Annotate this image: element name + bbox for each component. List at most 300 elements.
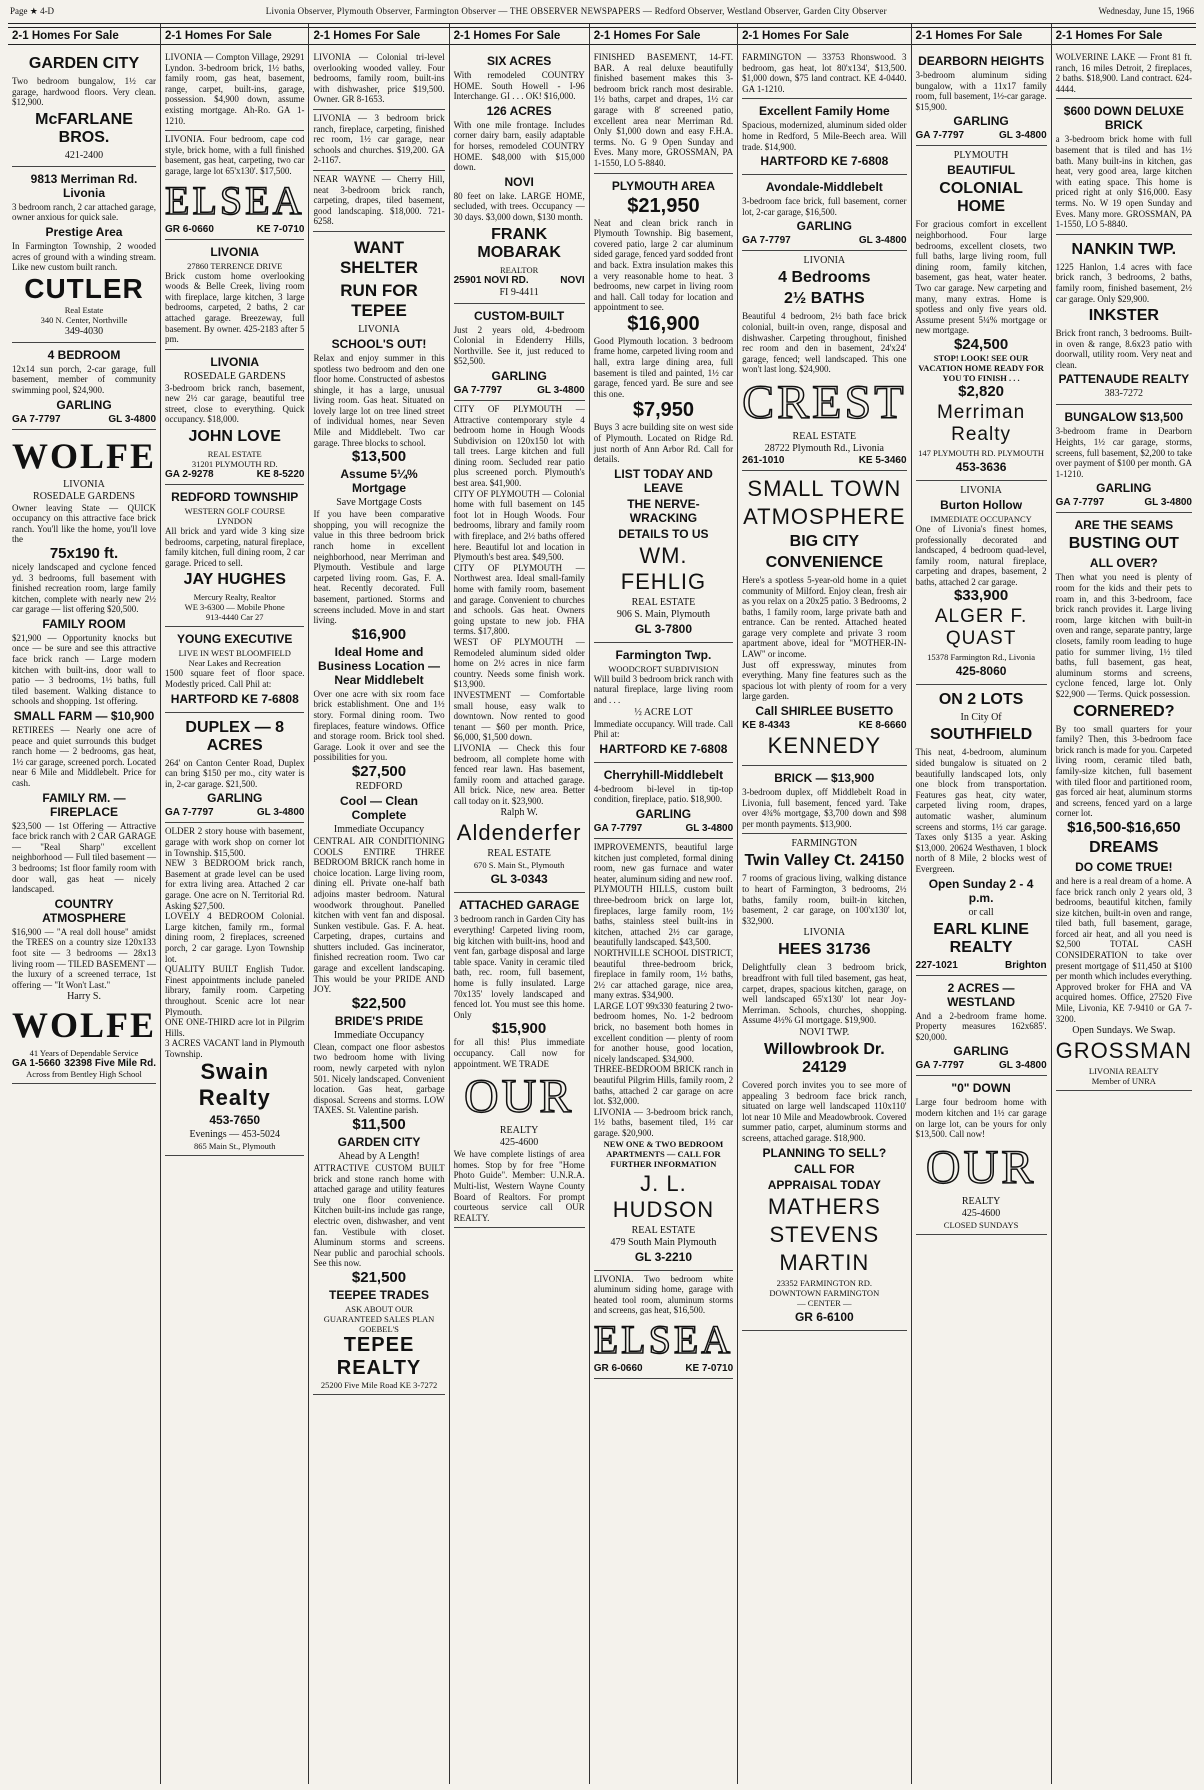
ad-body: THREE-BEDROOM BRICK ranch in beautiful Pilgrim Hills, family room, 2 baths, attached 2 car garage on acre lot. $32,000. <box>593 1064 734 1107</box>
ad-address: 27860 TERRENCE DRIVE <box>187 260 283 271</box>
agency-phone: 425-4600 <box>961 1207 1001 1219</box>
ad-body: 3-bedroom frame in Dearborn Heights, 1½ car garage, storms, screens, full basement, $2,200 to take over payment of $100 per month. GA 1-1210. <box>1055 426 1192 479</box>
phone-gl: GL 3-4800 <box>537 384 585 396</box>
ad-heading: Twin Valley Ct. 24150 <box>744 852 905 870</box>
ad-heading: SIX ACRES <box>487 54 552 68</box>
ad-swain <box>165 823 304 1156</box>
ad-body: LIVONIA — 3-bedroom brick ranch, 1½ baths, basement tiled, 1½ car garage. $20,900. <box>593 1106 734 1138</box>
agency-name: ELSEA <box>593 1316 734 1362</box>
phone-ga: GA 7-7797 <box>165 807 214 819</box>
phone-ke: KE 7-0710 <box>685 1362 734 1374</box>
ad-near-wayne <box>313 171 444 232</box>
agency-sub: REAL ESTATE <box>631 1224 696 1236</box>
ad-excellent-family <box>742 99 906 175</box>
phone-ga: GA 7-7797 <box>12 413 61 425</box>
ad-heading: LIVONIA <box>210 244 260 259</box>
ad-body: QUALITY BUILT English Tudor. Finest appointments include paneled library, family room. Carpeting throughout. Scenic acre lot near Plymouth. <box>165 964 305 1017</box>
agency-name: GROSSMAN <box>1055 1038 1192 1064</box>
agency-phone: 453-7650 <box>209 1113 261 1128</box>
ad-subheading: LIVONIA <box>803 927 846 939</box>
agency-phone: FI 9-4411 <box>499 286 539 298</box>
ad-body: With remodeled COUNTRY HOME. South Howell - I-96 Interchange. GI . . . OK! $16,000. <box>453 70 585 102</box>
ad-heading: LIVONIA <box>210 354 260 369</box>
ad-heading: BUNGALOW $13,500 <box>1064 410 1184 425</box>
ad-subheading: PLYMOUTH <box>953 150 1009 162</box>
agency-landmark: Across from Bentley High School <box>26 1069 142 1080</box>
agency-name: OUR <box>925 1140 1037 1194</box>
agency-contact <box>916 960 1047 971</box>
agency-sub: LIVONIA REALTY <box>1088 1066 1159 1077</box>
ad-our-realty <box>454 893 585 1228</box>
ad-subheading: WESTERN GOLF COURSE <box>184 506 285 517</box>
ad-subheading: ASK ABOUT OUR <box>345 1303 413 1314</box>
ad-heading: ATTACHED GARAGE <box>459 898 580 913</box>
phone-ke: KE 7-0710 <box>256 223 305 235</box>
ad-heading: ALL OVER? <box>1089 556 1158 571</box>
agency-name: ALGER F. QUAST <box>934 606 1028 650</box>
ad-body: Two bedroom bungalow, 1½ car garage, hardwood floors. Very clean. $12,900. <box>12 76 157 108</box>
ad-body: If you have been comparative shopping, you will recognize the value in this three bedroom brick ranch home in excellent neighborhood, near Merriman and Plymouth. Vestibule and large carpeted living room. Gas, F. A. heat. Recently decorated. Full basement, partioned. Storms and screens included. Move in and start living. <box>313 509 445 626</box>
ad-body: Here's a spotless 5-year-old home in a quiet community of Milford. Enjoy clean, fresh air as you relax on a 20x25 patio. 3 Bedrooms, 2 baths, 1 family room, large private bath and entrance. Can be rented. Attached heated garage very complete and private 3 room apartment above, ideal for "MOTHER-IN-LAW" or income. <box>742 574 907 660</box>
phone-ga: GA 7-7797 <box>593 822 643 834</box>
ad-body: Will build 3 bedroom brick ranch with natural fireplace, large living room and . . . <box>593 673 734 705</box>
ad-heading: HEES 31736 <box>778 941 871 959</box>
agency-name: OUR <box>463 1070 575 1124</box>
paper-names: Livonia Observer, Plymouth Observer, Farmington Observer — THE OBSERVER NEWSPAPERS — Redford Observer, Westland Observer, Garden City Observer <box>265 6 887 16</box>
ad-crest <box>742 251 906 471</box>
section-header: 2-1 Homes For Sale <box>8 27 160 45</box>
ad-heading: $600 DOWN DELUXE BRICK <box>1063 104 1184 133</box>
agency-phones <box>742 720 906 731</box>
ad-price: $33,900 <box>953 587 1009 605</box>
ad-our-realty-2 <box>916 1076 1047 1234</box>
ad-heading: GARDEN CITY <box>28 55 140 72</box>
ad-body: Just off expressway, minutes from everything. Many fine features such as the spacious lot with plenty of room for a very large garden. <box>742 659 907 702</box>
ad-avondale <box>742 175 906 251</box>
ad-price: $21,950 <box>627 194 700 217</box>
agency-address: 670 S. Main St., Plymouth <box>473 860 565 871</box>
agency-hours: CLOSED SUNDAYS <box>943 1219 1019 1230</box>
agency-sub: REALTY <box>499 1125 539 1137</box>
agency-address: 31201 PLYMOUTH RD. <box>191 459 278 470</box>
ad-heading: 9813 Merriman Rd. Livonia <box>30 171 138 200</box>
ad-heading: "0" DOWN <box>951 1081 1011 1096</box>
ad-body: for all this! Plus immediate occupancy. Call now for appointment. WE TRADE <box>453 1037 585 1069</box>
agency-name: PATTENAUDE REALTY <box>1058 372 1190 387</box>
agency-membership: Member of UNRA <box>1091 1076 1156 1087</box>
phone-gl: GL 3-4800 <box>256 807 305 819</box>
agency-name-3: MARTIN <box>779 1249 870 1275</box>
agency-phones <box>12 414 156 425</box>
ad-price: $13,500 <box>351 448 407 466</box>
ad-body: LOVELY 4 BEDROOM Colonial. Large kitchen, family rm., formal dining room, 2 fireplaces, screened porch, 2 car garage. Lyon Township lot. <box>165 911 305 964</box>
column-2 <box>161 24 309 1784</box>
ad-body: WOLVERINE LAKE — Front 81 ft. ranch, 16 miles Detroit, 2 fireplaces, 2 baths. $18,900. Land contract. 624-4444. <box>1055 52 1192 94</box>
ad-subheading: LIVONIA <box>358 323 400 335</box>
ad-body: LARGE LOT 99x330 featuring 2 two-bedroom homes, No. 1-2 bedroom brick, no basement both homes in excellent condition — plenty of room for another house, good location, nicely landscaped. $34,900. <box>593 1000 734 1064</box>
ad-body: FARMINGTON — 33753 Rhonswood. 3 bedroom, gas heat, lot 80'x134', $13,500. $1,000 down, $75 land contract. KE 4-0440. GA 1-1210. <box>742 52 907 94</box>
agency-sub: REALTOR <box>500 264 539 275</box>
ad-livonia-brick <box>313 110 444 171</box>
agency-owner: GOEBEL'S <box>359 1323 399 1334</box>
ad-body: PLYMOUTH HILLS, custom built three-bedroom brick on large lot, fireplaces, large family room, 1½ baths, stainless steel built-ins in kitchen, attached 2½ car garage, beautifully landscaped. $43,500. <box>593 884 734 948</box>
ad-body: 3-bedroom brick ranch, basement, new 2½ car garage, beautiful tree street, close to everything. Quick occupancy. $18,000. <box>165 382 305 425</box>
ad-heading: PLANNING TO SELL? <box>762 1145 887 1160</box>
agency-address: 340 N. Center, Northville <box>40 314 128 325</box>
ad-fehlig <box>594 174 733 643</box>
agency-tagline: 41 Years of Dependable Service <box>29 1048 139 1059</box>
agency-name: ELSEA <box>165 177 305 223</box>
ad-body: Beautiful 4 bedroom, 2½ bath face brick colonial, built-in oven, range, disposal and dishwasher. Carpeting throughout, finished rec room and den in basement, 24'x24' garage, fenced; well landscaped. This one won't last long. $24,900. <box>742 311 907 375</box>
ad-heading: CALL FOR <box>794 1161 855 1176</box>
agency-address: 15378 Farmington Rd., Livonia <box>927 652 1036 663</box>
phone-ga: GA 7-7797 <box>453 384 503 396</box>
ad-quast <box>916 481 1047 686</box>
ad-or-call: or call <box>968 906 994 918</box>
ad-subheading: Near Lakes and Recreation <box>188 658 281 669</box>
classified-columns <box>8 24 1196 1784</box>
ad-woodcroft <box>594 643 733 763</box>
agency-address <box>454 275 585 286</box>
ad-heading: BUSTING OUT <box>1068 535 1179 553</box>
agency-phone: 453-3636 <box>955 459 1007 474</box>
agency-phones <box>594 1363 733 1374</box>
section-header: 2-1 Homes For Sale <box>590 27 737 45</box>
ad-body: Just 2 years old, 4-bedroom Colonial in Edenderry Hills, Northville. See it, just reduced to $52,500. <box>453 324 585 367</box>
ad-body: a 3-bedroom brick home with full basement that is tiled and has 1½ bath. Many built-ins in kitchen, gas heat, very good area, large kitchen with eating space. This home is priced right at only $16,000. Easy terms. No. W 19 open Sunday and Eves. Many more. GROSSMAN, PA 1-1550, LO 5-8840. <box>1055 134 1192 230</box>
section-header: 2-1 Homes For Sale <box>738 27 910 45</box>
agency-name: TEPEE REALTY <box>336 1333 422 1379</box>
phone-2: KE 5-3460 <box>858 454 907 466</box>
ad-subheading: CONVENIENCE <box>765 553 883 571</box>
agency-phones <box>454 385 585 396</box>
phone-2: KE 8-6660 <box>858 720 907 732</box>
city: Brighton <box>1004 959 1047 971</box>
ad-body: LIVONIA — Compton Village, 29291 Lyndon. 3-bedroom brick, 1½ baths, family room, gas heat, basement, range, carpet, built-ins, garage, possession. $4,900 down, assume existing mortgage. Ah-Ro. GA 1-1210. <box>165 52 305 126</box>
ad-heading: BEAUTIFUL <box>947 163 1016 178</box>
ad-body: IMPROVEMENTS, beautiful large kitchen just completed, formal dining room, new gas furnace and water heater, aluminum siding and new roof. <box>593 841 734 884</box>
ad-body: 3 bedroom ranch in Garden City has everything! Carpeted living room, big kitchen with built-ins, hood and vent fan, garbage disposal and large table space. Vanity in ceramic tiled bath, rec. room, full basement, home is fully insulated. Large 70x135' lovely landscaped and fenced lot. You must see this home. Only <box>453 914 585 1020</box>
ad-body: Delightfully clean 3 bedroom brick, breadfront with full tiled basement, gas heat, carpet, drapes, spacious kitchen, garage, on well landscaped 65'x130' lot near Joy-Merriman. Schools, churches, shopping. Assume 4½% GI mortgage. $19,900. <box>742 962 907 1026</box>
ad-young-executive <box>165 627 304 712</box>
agency-contact <box>12 1058 156 1069</box>
agency-name: WOLFE <box>12 435 157 476</box>
ad-heading: SOUTHFIELD <box>929 726 1033 744</box>
ad-body: Relax and enjoy summer in this spotless two bedroom and den one floor home. Constructed of asbestos shingle, it has a large, unusual living room. Gas heat. Situated on lovely large lot on tree lined street of individual homes, near Seven Mile and Middlebelt. Two car garage. Three blocks to school. <box>313 352 445 448</box>
ad-heading: DETAILS TO US <box>618 526 709 541</box>
ad-price: $22,500 <box>351 994 407 1012</box>
ad-heading: BRIDE'S PRIDE <box>334 1013 424 1028</box>
agency-name: EARL KLINE REALTY <box>933 920 1029 956</box>
ad-body: CITY OF PLYMOUTH — Attractive contemporary style 4 bedroom home in Hough Woods Subdivision on 120x150 lot with tall trees. Large kitchen and full dining room. Secluded rear patio plus screened porch. Plymouth's best area. $41,900. <box>453 403 585 489</box>
ad-heading: SMALL FARM — $10,900 <box>13 709 155 724</box>
agency-name: GARLING <box>953 1044 1009 1059</box>
ad-subheading: NOVI TWP. <box>799 1026 850 1038</box>
ad-body: 3-bedroom face brick, full basement, corner lot, 2-car garage, $16,500. <box>742 196 907 217</box>
ad-subheading: Immediate Occupancy <box>333 823 425 835</box>
ad-body: LIVONIA — Check this four bedroom, all complete home with fenced rear lawn. Has basement, family room and attached garage. All brick. Nice, new area. Better call today on it. $23,900. <box>453 742 585 806</box>
ad-pattenaude <box>1056 235 1192 406</box>
ad-body: Then what you need is plenty of room for the kids and their pets to roam in, and this 3-bedroom, face brick ranch provides it. Large living room, large kitchen with built-in oven and range, separate pantry, large closets, family room leading to huge patio for summer living, 1½ tiled baths, full basement, gas heat, aluminum storms and screens, cyclone fenced, large lot. Only $22,900 — Terms. Quick possession. <box>1055 572 1192 699</box>
agency-name: JAY HUGHES <box>183 571 286 589</box>
ad-heading: 2 ACRES — WESTLAND <box>947 980 1016 1009</box>
agency-address: 23352 FARMINGTON RD. <box>776 1277 872 1288</box>
ad-price: $16,900 <box>351 625 407 643</box>
agency-phone: 425-4600 <box>499 1137 539 1149</box>
ad-grossman <box>1056 513 1192 1091</box>
ad-heading: WANT SHELTER <box>339 237 419 277</box>
city: NOVI <box>560 274 585 286</box>
lot-size: 75x190 ft. <box>49 544 119 562</box>
ad-subheading: LYNDON <box>217 516 253 527</box>
ad-body: RETIREES — Nearly one acre of peace and quiet surrounds this budget ranch home — 2 bedrooms, gas heat, 1½ car garage, screened porch. Located near 6 Mile and Middlebelt. Price for cash. <box>12 725 157 788</box>
phone-ke: KE 8-5220 <box>256 469 305 481</box>
ad-heading: DUPLEX — 8 ACRES <box>185 718 285 754</box>
ad-heading: Cool — Clean Complete <box>340 793 419 822</box>
ad-body: 1500 square feet of floor space. Modestly priced. Call Phil at: <box>165 668 305 690</box>
agency-name: GARLING <box>635 806 692 821</box>
agency-mobile: 913-4440 Car 27 <box>205 612 264 623</box>
agency-address: 25200 Five Mile Road KE 3-7272 <box>320 1379 438 1390</box>
phone-gl: GL 3-4800 <box>999 1060 1047 1072</box>
ad-body: ATTRACTIVE CUSTOM BUILT brick and stone ranch home with attached garage and utility features truly one floor convenience. Kitchen built-ins include gas range, electric oven, dishwasher, and vent fan. Vestibule with closet. Aluminum storms and screens. Near public and parochial schools. See this now. <box>313 1163 445 1269</box>
ad-body: INVESTMENT — Comfortable small house, easy walk to downtown. Now rented to good tenant — $60 per month. Price, $6,000, $1,500 down. <box>453 689 585 743</box>
ad-heading: NANKIN TWP. <box>1071 240 1177 258</box>
agency-evenings: Evenings — 453-5024 <box>189 1129 280 1141</box>
agency-name: GARLING <box>491 368 547 383</box>
ad-body: LIVONIA. Four bedroom, cape cod style, brick home, with a full finished basement, gas heat, carpeting, two car garage, large lot 65'x130'. $17,500. <box>165 134 305 176</box>
ad-heading: Assume 5¼% Mortgage <box>340 467 418 496</box>
ad-heading: ARE THE SEAMS <box>1074 518 1174 533</box>
agency-name: GARLING <box>1096 481 1152 496</box>
agency-phones <box>742 235 906 246</box>
phone-1: KE 8-4343 <box>742 720 790 732</box>
ad-price: $27,500 <box>351 762 407 780</box>
ad-body: CITY OF PLYMOUTH — Colonial home with full basement on 145 foot lot in Hough Woods. Four bedrooms, library and family room with fireplace, and 2½ baths offered here. Beautiful lot and location in Plymouth's best area. $49,500. <box>453 488 585 563</box>
ad-price: $16,900 <box>627 312 700 335</box>
ad-heading: BRICK — $13,900 <box>774 771 875 786</box>
ad-heading: TEEPEE TRADES <box>329 1287 430 1302</box>
agency-address: 479 South Main Plymouth <box>610 1236 717 1248</box>
ad-heading: COLONIAL HOME <box>939 180 1023 216</box>
ad-body: 3 ACRES VACANT land in Plymouth Township. <box>165 1038 305 1059</box>
ad-small-town <box>742 471 906 766</box>
column-6 <box>738 24 911 1784</box>
ad-open-house: Open Sunday 2 - 4 p.m. <box>928 876 1034 905</box>
ad-subheading: LIVONIA <box>960 484 1002 496</box>
agency-name: Merriman Realty <box>936 401 1026 445</box>
agency-phones <box>742 455 906 466</box>
ad-heading: RUN FOR TEPEE <box>340 280 418 320</box>
agency-name: FRANK MOBARAK <box>477 225 561 261</box>
phone-ga: GA 7-7797 <box>915 1060 965 1072</box>
ad-body: Large four bedroom home with modern kitchen and 1½ car garage on large lot, can be yours for only $13,500. Call now! <box>915 1097 1047 1140</box>
ad-tepee-realty <box>313 232 444 1395</box>
ad-4-bedroom <box>12 343 156 430</box>
ad-body: Owner leaving State — QUICK occupancy on this attractive face brick ranch. You'll like the home, you'll love the <box>12 502 157 545</box>
agency-phone: 349-4030 <box>64 325 104 337</box>
ad-price: $11,500 <box>352 1116 406 1133</box>
ad-subheading: GUARANTEED SALES PLAN <box>323 1313 435 1324</box>
phone-gr: GR 6-0660 <box>593 1362 643 1374</box>
street: 25901 NOVI RD. <box>453 274 529 286</box>
agent-name: Call SHIRLEE BUSETTO <box>755 704 894 719</box>
section-header: 2-1 Homes For Sale <box>161 27 308 45</box>
phone-gl: GL 3-4800 <box>999 130 1047 142</box>
agency-address: 147 PLYMOUTH RD. PLYMOUTH <box>918 447 1044 458</box>
ad-aldenderfer <box>454 401 585 894</box>
ad-deluxe-brick <box>1056 99 1192 234</box>
ad-body: By too small quarters for your family? Then, this 3-bedroom face brick ranch is made for you. Carpeted living room, ceramic tiled bath, family-size kitchen, full basement with tiled floor and partitioned room, gas forced air heat, aluminum storms and screens, fenced yard on a large corner lot. <box>1055 723 1192 819</box>
ad-brick-duplex <box>742 766 906 834</box>
ad-body: We have complete listings of area homes. Stop by for free "Home Photo Guide". Member: U.N.R.A. Multi-list, Western Wayne County Board of Realtors. For prompt courteous service call OUR REALTY. <box>453 1149 585 1223</box>
ad-heading: Prestige Area <box>45 224 123 239</box>
ad-price: $21,500 <box>351 1268 407 1286</box>
phone-gl: GL 3-4800 <box>685 822 734 834</box>
ad-body: Over one acre with six room face brick establishment. One and 1½ story. Formal dining room. Two fireplaces, feature windows. Office and storage room. Brick tool shed. Garage. Look it over and see the possibilities for you. <box>313 688 445 763</box>
section-header: 2-1 Homes For Sale <box>450 27 589 45</box>
ad-price: $16,500-$16,650 <box>1067 818 1181 836</box>
ad-heading: DEARBORN HEIGHTS <box>918 54 1045 68</box>
phone: 227-1021 <box>915 959 958 971</box>
ad-subheading: SCHOOL'S OUT! <box>331 336 427 351</box>
ad-mobarak <box>454 49 585 304</box>
ad-wolverine-lake <box>1056 49 1192 99</box>
agency-sub: REALTY <box>961 1195 1001 1207</box>
agency-phone: 383-7272 <box>1104 388 1143 400</box>
ad-body: OLDER 2 story house with basement, garage with work shop on corner lot in Township. $15,500. <box>165 826 305 858</box>
ad-subheading: REDFORD <box>355 780 403 792</box>
ad-body: LIVONIA — 3 bedroom brick ranch, fireplace, carpeting, finished rec room, 1½ car garage, near schools and churches. $19,200. GA 2-1167. <box>313 112 445 166</box>
column-5 <box>590 24 738 1784</box>
ad-earl-kline <box>916 685 1047 975</box>
ad-heading: REDFORD TOWNSHIP <box>171 490 299 505</box>
agency-center: — CENTER — <box>797 1297 852 1308</box>
agency-name: WOLFE <box>12 1005 157 1046</box>
ad-subheading: LIVE IN WEST BLOOMFIELD <box>178 648 291 659</box>
ad-heading: 126 ACRES <box>486 103 552 118</box>
agency-address: 865 Main St., Plymouth <box>194 1141 276 1152</box>
ad-heading: APPRAISAL TODAY <box>767 1177 881 1192</box>
ad-body: Good Plymouth location. 3 bedroom frame home, carpeted living room and hall, extra large dining area, full basement is tiled and painted, 1½ car garage, fenced yard. Be sure and see this one. <box>593 335 734 399</box>
agency-name: KENNEDY <box>767 733 881 759</box>
ad-bungalow <box>1056 405 1192 513</box>
ad-body: 1225 Hanlon, 1.4 acres with face brick ranch, 3 bedrooms, 2 baths, family room, finished basement, 2½ car garage. Only $29,900. <box>1055 261 1192 304</box>
agency-name: JOHN LOVE <box>188 428 281 446</box>
agency-phone: WE 3-6300 — Mobile Phone <box>184 602 285 613</box>
agency-name: GARLING <box>56 397 112 412</box>
column-8 <box>1052 24 1196 1784</box>
ad-heading: Burton Hollow <box>940 497 1023 512</box>
ad-heading: Willowbrook Dr. 24129 <box>763 1040 885 1076</box>
ad-heading: CUSTOM-BUILT <box>474 308 565 323</box>
agency-address: 28722 Plymouth Rd., Livonia <box>764 442 884 454</box>
agency-phones <box>916 1060 1047 1071</box>
ad-body: FINISHED BASEMENT, 14-FT. BAR. A real deluxe beautifully finished basement makes this 3-bedroom brick ranch most desirable. 1½ baths, carpet and drapes, 1½ car garage with 8' screened patio, excellent area near Merriman Rd. Only $1,000 down and easy F.H.A. terms. No. G 9 Open Sunday and Eves. Many more, GROSSMAN, PA 1-1550, LO 5-8840. <box>593 52 734 168</box>
ad-heading: LIST TODAY AND LEAVE <box>614 466 713 495</box>
ad-price: $24,500 <box>953 335 1009 353</box>
ad-heading: LIVONIA <box>63 478 105 490</box>
ad-subheading: ½ ACRE LOT <box>634 706 693 718</box>
agency-name: CUTLER <box>24 272 144 304</box>
agency-sub: REAL ESTATE <box>631 596 696 608</box>
agency-phones <box>165 807 304 818</box>
ad-subheading: FARMINGTON <box>791 838 858 850</box>
ad-body: 3 bedroom ranch, 2 car attached garage, owner anxious for quick sale. <box>12 201 157 223</box>
ad-heading: DO COME TRUE! <box>1075 859 1173 874</box>
ad-body: NEW 3 BEDROOM brick ranch, Basement at grade level can be used for extra living area. Attached 2 car garage. One acre on N. Territorial Rd. Asking $27,500. <box>165 858 305 911</box>
agency-name: J. L. HUDSON <box>612 1170 715 1222</box>
agency-name: Swain Realty <box>198 1059 271 1111</box>
ad-duplex <box>165 713 304 824</box>
section-header: 2-1 Homes For Sale <box>912 27 1051 45</box>
ad-farmington-rhonswood <box>742 49 906 99</box>
ad-body: For gracious comfort in excellent neighborhood. Four large bedrooms, excellent closets, two full baths, large living room, full dining room, family kitchen, basement, gas heat, water heater. Two car garage. New carpeting and many, many extras. Home is spotless and only five years old. Assume present 5¼% mortgage or new mortgage. <box>915 219 1047 336</box>
ad-body: Neat and clean brick ranch in Plymouth Township. Big basement, covered patio, large 2 car aluminum sided garage, fenced yard sodded front and back. Extra insulation makes this a very reasonable home to heat. 3 bedrooms, new carpet in living room and hall. Call today for location and appointment to see. <box>593 217 734 313</box>
ad-body: CITY OF PLYMOUTH — Northwest area. Ideal small-family home with family room, basement and garage. Convenient to churches and schools. Gas heat. Owners going upstate to new job. FHA terms. $17,800. <box>453 562 585 637</box>
ad-terrence <box>165 240 304 350</box>
ad-heading: SMALL TOWN <box>747 475 902 501</box>
ad-body: One of Livonia's finest homes, professionally decorated and landscaped, 4 bedroom quad-level, family room, natural fireplace, carpeting and drapes, basement, 2 baths, attached 2 car garage. <box>915 523 1047 587</box>
ad-subheading: Save Mortgage Costs <box>336 497 422 509</box>
ad-body: Buys 3 acre building site on west side of Plymouth. Located on Ridge Rd. just north of Ann Arbor Rd. Call for details. <box>593 422 734 465</box>
ad-subheading: IMMEDIATE OCCUPANCY <box>930 513 1032 524</box>
ad-heading: Excellent Family Home <box>758 104 890 119</box>
ad-heading: ROSEDALE GARDENS <box>33 490 135 502</box>
phone-ga: GA 7-7797 <box>915 130 965 142</box>
ad-subheading: WOODCROFT SUBDIVISION <box>608 663 719 674</box>
phone-ga: GA 2-9278 <box>165 469 214 481</box>
ad-heading: FAMILY ROOM <box>42 616 126 631</box>
ad-heading: NOVI <box>504 174 534 189</box>
ad-subheading: In City Of <box>960 712 1002 724</box>
ad-heading: Farmington Twp. <box>615 647 712 662</box>
agency-sub: REAL ESTATE <box>487 848 551 860</box>
ad-elsea <box>165 131 304 239</box>
ad-mathers <box>742 834 906 1330</box>
ad-cherryhill <box>594 763 733 839</box>
ad-subheading: STOP! LOOK! SEE OUR VACATION HOME READY FOR YOU TO FINISH . . . <box>918 352 1044 383</box>
ad-jl-hudson-plymouth <box>594 839 733 1271</box>
ad-body: NEAR WAYNE — Cherry Hill, neat 3-bedroom brick ranch, carpeting, drapes, tiled basement, good landscaping. $18,000. 721-6258. <box>313 173 445 227</box>
phone-gl: GL 3-4800 <box>108 413 157 425</box>
agency-phone: GL 3-2210 <box>634 1249 692 1264</box>
ad-body: $21,900 — Opportunity knocks but once — be sure and see this attractive face brick ranch — Large modern kitchen with built-ins, door wall to patio — 3 bedrooms, 1½ baths, full tiled basement. Walking distance to schools and shopping. 1st offering. <box>12 632 157 707</box>
ad-heading: Ideal Home and Business Location — Near Middlebelt <box>318 644 441 687</box>
section-header: 2-1 Homes For Sale <box>309 27 448 45</box>
ad-heading: THE NERVE-WRACKING <box>627 496 700 525</box>
agency-phones <box>165 469 304 480</box>
ad-john-love <box>165 350 304 485</box>
agency-phone: 425-8060 <box>955 664 1007 679</box>
ad-open-house: Open Sundays. We Swap. <box>1072 1025 1176 1037</box>
ad-wolfe <box>12 430 156 1085</box>
ad-subheading: BIG CITY <box>789 532 859 550</box>
ad-finished-basement <box>594 49 733 174</box>
phone-gr: GR 6-0660 <box>165 223 214 235</box>
agency-name: CREST <box>742 375 907 429</box>
phone-gl: GL 3-4800 <box>858 235 907 247</box>
agency-phone: GL 3-7800 <box>634 621 692 636</box>
agency-phones <box>594 823 733 834</box>
agency-name: GARLING <box>796 219 852 234</box>
masthead <box>8 6 1196 24</box>
ad-body: This neat, 4-bedroom, aluminum sided bungalow is situated on 2 beautifully landscaped lots, only one block from transportation. Features gas heat, city water, carpeted living room, drapes, automatic washer, aluminum screens and storms, 1½ car garage. Taxes only $135 a year. Asking $13,000. 20624 Westhaven, 1 block north of 8 Mile, 2 blocks west of Evergreen. <box>915 747 1047 874</box>
ad-body: and here is a real dream of a home. A face brick ranch only 2 years old, 3 bedrooms, beautiful kitchen, family size kitchen, built-in oven and range, tiled bath, full basement, garage, forced air heat, and all you need is $2,500 TOTAL CASH CONSIDERATION to take over present mortgage of $11,450 at $100 per month which includes everything. Approved broker for FHA and VA acquired homes. Office, 27520 Five Mile, Livonia, KE 7-9410 or GA 7-3200. <box>1055 875 1192 1024</box>
agency-phone: GR 6-6100 <box>794 1309 854 1324</box>
phone-ga: GA 7-7797 <box>1055 497 1105 509</box>
ad-heading: YOUNG EXECUTIVE <box>177 632 293 647</box>
